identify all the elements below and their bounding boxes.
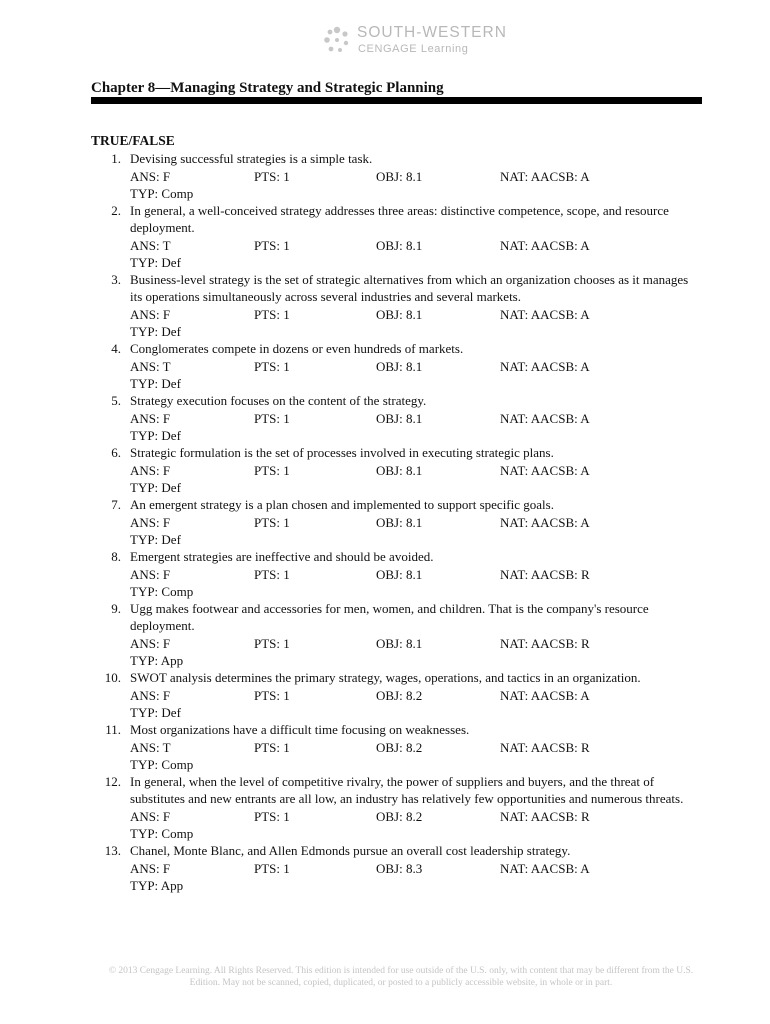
question-text: In general, a well-conceived strategy addresses three areas: distinctive competence, scope, and resource deployment. <box>130 203 669 235</box>
question-item <box>91 669 702 721</box>
objective-field: OBJ: 8.3 <box>376 861 423 876</box>
aacsb-field: NAT: AACSB: R <box>500 740 590 755</box>
question-meta <box>130 808 702 825</box>
answer-field: ANS: F <box>130 688 171 703</box>
objective-field: OBJ: 8.1 <box>376 463 423 478</box>
question-meta <box>130 237 702 254</box>
question-number: 3. <box>111 272 121 287</box>
aacsb-field: NAT: AACSB: R <box>500 809 590 824</box>
question-meta <box>130 358 702 375</box>
question-item <box>91 340 702 392</box>
question-item <box>91 496 702 548</box>
question-meta <box>130 306 702 323</box>
question-number: 9. <box>111 601 121 616</box>
question-number: 7. <box>111 497 121 512</box>
points-field: PTS: 1 <box>254 359 290 374</box>
question-text: Conglomerates compete in dozens or even hundreds of markets. <box>130 341 464 356</box>
aacsb-field: NAT: AACSB: A <box>500 359 590 374</box>
points-field: PTS: 1 <box>254 688 290 703</box>
chapter-title: Chapter 8—Managing Strategy and Strategic Planning <box>91 80 444 96</box>
points-field: PTS: 1 <box>254 307 290 322</box>
answer-field: ANS: T <box>130 238 171 253</box>
aacsb-field: NAT: AACSB: A <box>500 411 590 426</box>
type-field: TYP: Def <box>130 376 181 391</box>
objective-field: OBJ: 8.1 <box>376 515 423 530</box>
points-field: PTS: 1 <box>254 463 290 478</box>
aacsb-field: NAT: AACSB: A <box>500 515 590 530</box>
points-field: PTS: 1 <box>254 740 290 755</box>
question-text: SWOT analysis determines the primary strategy, wages, operations, and tactics in an organization. <box>130 670 641 685</box>
question-text: Devising successful strategies is a simple task. <box>130 151 373 166</box>
type-field: TYP: Def <box>130 324 181 339</box>
type-field: TYP: Comp <box>130 186 194 201</box>
question-item <box>91 444 702 496</box>
type-field: TYP: Def <box>130 480 181 495</box>
question-text: Business-level strategy is the set of strategic alternatives from which an organization chooses as it manages its operations simultaneously across several industries and several markets. <box>130 272 689 304</box>
copyright-footer: © 2013 Cengage Learning. All Rights Reserved. This edition is intended for use outside of the U.S. only, with content that may be different from the U.S. Edition. May not be scanned, copied, duplicated, or posted to a publicly accessible website, in whole or in part. <box>108 966 694 988</box>
question-number: 5. <box>111 393 121 408</box>
question-meta <box>130 860 702 877</box>
question-meta <box>130 687 702 704</box>
aacsb-field: NAT: AACSB: A <box>500 307 590 322</box>
question-item <box>91 271 702 340</box>
objective-field: OBJ: 8.1 <box>376 567 423 582</box>
objective-field: OBJ: 8.1 <box>376 411 423 426</box>
question-text: An emergent strategy is a plan chosen and implemented to support specific goals. <box>130 497 554 512</box>
question-meta <box>130 168 702 185</box>
answer-field: ANS: F <box>130 411 171 426</box>
objective-field: OBJ: 8.1 <box>376 636 423 651</box>
logo-wordmark-bottom: CENGAGE Learning <box>358 43 469 55</box>
objective-field: OBJ: 8.1 <box>376 307 423 322</box>
question-number: 6. <box>111 445 121 460</box>
type-field: TYP: Comp <box>130 826 194 841</box>
question-item <box>91 842 702 894</box>
question-item <box>91 721 702 773</box>
objective-field: OBJ: 8.2 <box>376 688 423 703</box>
type-field: TYP: App <box>130 878 184 893</box>
aacsb-field: NAT: AACSB: A <box>500 238 590 253</box>
points-field: PTS: 1 <box>254 238 290 253</box>
objective-field: OBJ: 8.1 <box>376 169 423 184</box>
question-number: 12. <box>104 774 121 789</box>
type-field: TYP: Def <box>130 428 181 443</box>
question-item <box>91 202 702 271</box>
answer-field: ANS: T <box>130 359 171 374</box>
question-text: Strategic formulation is the set of processes involved in executing strategic plans. <box>130 445 554 460</box>
answer-field: ANS: F <box>130 463 171 478</box>
answer-field: ANS: F <box>130 809 171 824</box>
points-field: PTS: 1 <box>254 567 290 582</box>
section-heading: TRUE/FALSE <box>91 133 175 148</box>
question-meta <box>130 635 702 652</box>
question-meta <box>130 462 702 479</box>
logo-wordmark-top: SOUTH-WESTERN <box>357 24 507 41</box>
type-field: TYP: Comp <box>130 584 194 599</box>
type-field: TYP: Def <box>130 532 181 547</box>
question-text: Emergent strategies are ineffective and should be avoided. <box>130 549 434 564</box>
answer-field: ANS: F <box>130 169 171 184</box>
cengage-star-icon <box>322 25 352 55</box>
question-number: 1. <box>111 151 121 166</box>
question-item <box>91 150 702 202</box>
question-item <box>91 773 702 842</box>
answer-field: ANS: F <box>130 515 171 530</box>
answer-field: ANS: F <box>130 567 171 582</box>
question-text: Ugg makes footwear and accessories for men, women, and children. That is the company's resource deployment. <box>130 601 649 633</box>
answer-field: ANS: T <box>130 740 171 755</box>
objective-field: OBJ: 8.2 <box>376 809 423 824</box>
question-item <box>91 548 702 600</box>
question-item <box>91 600 702 669</box>
objective-field: OBJ: 8.1 <box>376 238 423 253</box>
question-text: Chanel, Monte Blanc, and Allen Edmonds pursue an overall cost leadership strategy. <box>130 843 571 858</box>
aacsb-field: NAT: AACSB: A <box>500 463 590 478</box>
aacsb-field: NAT: AACSB: A <box>500 861 590 876</box>
question-meta <box>130 739 702 756</box>
question-item <box>91 392 702 444</box>
type-field: TYP: Comp <box>130 757 194 772</box>
points-field: PTS: 1 <box>254 169 290 184</box>
answer-field: ANS: F <box>130 861 171 876</box>
question-text: In general, when the level of competitive rivalry, the power of suppliers and buyers, and the threat of substitutes and new entrants are all low, an industry has relatively few opportunities and numerous threats. <box>130 774 684 806</box>
aacsb-field: NAT: AACSB: A <box>500 688 590 703</box>
type-field: TYP: Def <box>130 705 181 720</box>
question-number: 13. <box>104 843 121 858</box>
question-meta <box>130 566 702 583</box>
answer-field: ANS: F <box>130 636 171 651</box>
points-field: PTS: 1 <box>254 809 290 824</box>
type-field: TYP: App <box>130 653 184 668</box>
question-list <box>91 150 702 894</box>
question-meta <box>130 514 702 531</box>
objective-field: OBJ: 8.2 <box>376 740 423 755</box>
question-number: 8. <box>111 549 121 564</box>
question-number: 4. <box>111 341 121 356</box>
aacsb-field: NAT: AACSB: A <box>500 169 590 184</box>
answer-field: ANS: F <box>130 307 171 322</box>
points-field: PTS: 1 <box>254 861 290 876</box>
points-field: PTS: 1 <box>254 411 290 426</box>
question-number: 11. <box>105 722 121 737</box>
points-field: PTS: 1 <box>254 515 290 530</box>
question-meta <box>130 410 702 427</box>
question-text: Strategy execution focuses on the content of the strategy. <box>130 393 427 408</box>
objective-field: OBJ: 8.1 <box>376 359 423 374</box>
points-field: PTS: 1 <box>254 636 290 651</box>
aacsb-field: NAT: AACSB: R <box>500 567 590 582</box>
title-rule <box>91 97 702 104</box>
question-text: Most organizations have a difficult time focusing on weaknesses. <box>130 722 470 737</box>
question-number: 2. <box>111 203 121 218</box>
question-number: 10. <box>104 670 121 685</box>
aacsb-field: NAT: AACSB: R <box>500 636 590 651</box>
type-field: TYP: Def <box>130 255 181 270</box>
